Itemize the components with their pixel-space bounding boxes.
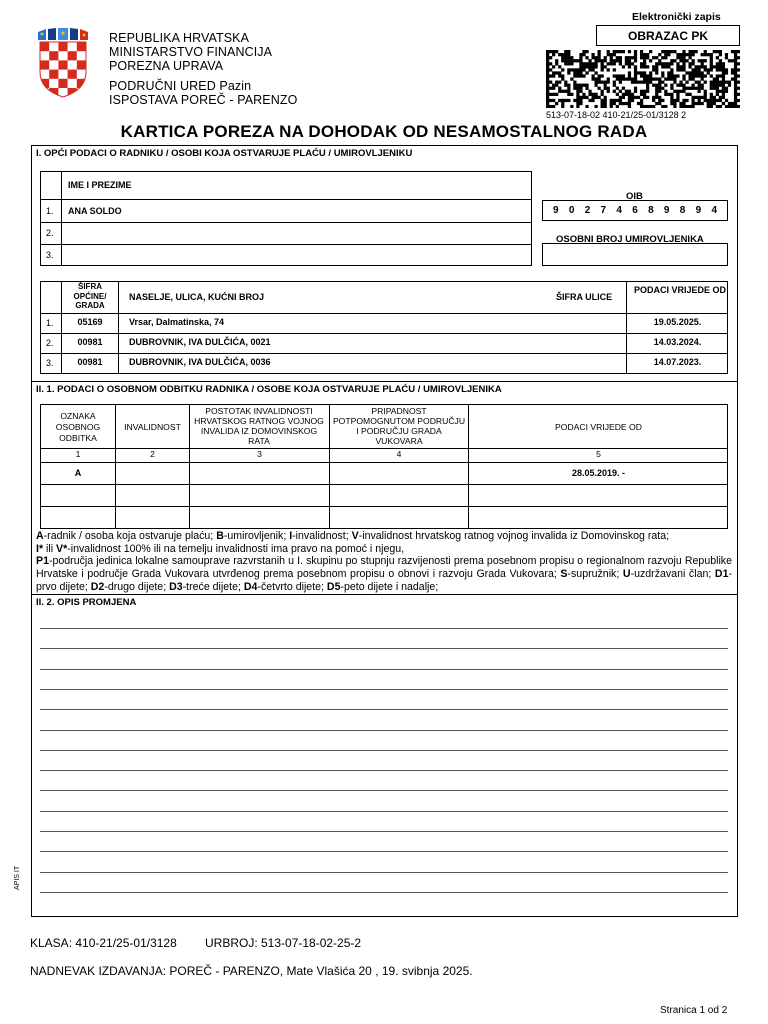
legend-code: I xyxy=(289,530,293,542)
legend-code: V* xyxy=(56,542,68,555)
header-line: POREZNA UPRAVA xyxy=(109,59,224,73)
deduction-valid-from: 28.05.2019. - xyxy=(571,468,626,478)
electronic-record-label: Elektronički zapis xyxy=(632,11,721,23)
page-title: KARTICA POREZA NA DOHODAK OD NESAMOSTALNOG RADA xyxy=(120,122,648,141)
oib-digit: 0 xyxy=(568,205,575,216)
legend-code: D2 xyxy=(90,580,105,593)
ruled-line xyxy=(40,811,728,812)
legend-text: -područja jedinica lokalne samouprave razvrstanih u I. skupinu po stupnju razvijenosti prema posebnom propisu o regionalnom razvoju Republike Hrvatske i područje Grada Vukovara utvrđenog prema posebnom propisu o obnovi i razvoju Grada Vukovara; xyxy=(36,555,732,581)
oib-digit: 4 xyxy=(711,205,717,216)
col-number: 2 xyxy=(150,449,155,459)
legend-code: B xyxy=(216,530,224,542)
row-number: 3. xyxy=(46,358,54,368)
name-header: IME I PREZIME xyxy=(68,180,132,190)
legend-text: -uzdržavani član; xyxy=(630,568,715,581)
form-code-box: OBRAZAC PK xyxy=(596,25,740,46)
oib-digit: 8 xyxy=(648,205,654,216)
col-number: 1 xyxy=(75,449,81,459)
ruled-line xyxy=(40,709,728,710)
legend-code: D1 xyxy=(714,568,729,581)
legend-text: -invalidnost 100% ili na temelju invalidnosti ima pravo na pomoć i njegu, xyxy=(67,542,405,555)
legend-text: -prvo dijete; xyxy=(36,568,732,593)
col-header: POSTOTAK INVALIDNOSTI HRVATSKOG RATNOG VOJNOG INVALIDA IZ DOMOVINSKOG RATA xyxy=(194,406,324,446)
authority-block xyxy=(109,31,297,107)
row-number: 2. xyxy=(46,338,54,348)
ruled-line xyxy=(40,770,728,771)
ruled-line xyxy=(40,628,728,629)
oib-label: OIB xyxy=(626,191,643,202)
col-number: 3 xyxy=(257,449,262,459)
legend-text: -umirovljenik; xyxy=(223,530,290,542)
legend-text: -radnik / osoba koja ostvaruje plaću; xyxy=(43,530,217,542)
legend-text: -treće dijete; xyxy=(182,580,244,593)
ruled-line xyxy=(40,851,728,852)
oib-digit: 9 xyxy=(695,205,702,216)
ruled-line xyxy=(40,750,728,751)
ruled-line xyxy=(40,790,728,791)
page-number: Stranica 1 od 2 xyxy=(660,1005,728,1016)
oib-digit: 7 xyxy=(600,205,607,216)
legend xyxy=(36,530,732,594)
legend-code: S xyxy=(560,568,568,581)
oib-digit: 4 xyxy=(616,205,622,216)
section-2-1-heading: II. 1. PODACI O OSOBNOM ODBITKU RADNIKA / OSOBE KOJA OSTVARUJE PLAĆU / UMIROVLJENIKA xyxy=(36,384,502,395)
ruled-line xyxy=(40,831,728,832)
col-header: PRIPADNOST POTPOMOGNUTOM PODRUČJU I PODRUČJU GRADA VUKOVARA xyxy=(332,406,466,446)
legend-text: -peto dijete i nadalje; xyxy=(340,580,439,593)
side-mark: APIS IT xyxy=(14,865,21,890)
municipality-code: 00981 xyxy=(77,337,103,347)
oib-digit: 8 xyxy=(679,205,686,216)
legend-code: V xyxy=(351,530,359,542)
barcode-number: 513-07-18-02 410-21/25-01/3128 2 xyxy=(546,110,687,120)
legend-code: D4 xyxy=(243,580,258,593)
legend-text: -drugo dijete; xyxy=(104,580,170,593)
legend-code: P1 xyxy=(36,555,49,568)
valid-from-date: 19.05.2025. xyxy=(653,317,702,327)
oib-digit: 6 xyxy=(632,205,638,216)
row-number: 3. xyxy=(46,250,54,260)
legend-text: -invalidnost; xyxy=(292,530,352,542)
oib-digit: 9 xyxy=(553,205,559,216)
legend-code: I* xyxy=(36,542,44,555)
legend-code: A xyxy=(36,530,44,542)
valid-from-date: 14.03.2024. xyxy=(653,337,702,347)
legend-text: -invalidnost hrvatskog ratnog vojnog invalida iz Domovinskog rata; xyxy=(358,530,670,542)
street-address: Vrsar, Dalmatinska, 74 xyxy=(129,317,225,327)
office-line: PODRUČNI URED Pazin xyxy=(109,79,252,93)
deduction-code: A xyxy=(74,468,82,478)
oib-box xyxy=(542,200,728,221)
municipality-code-header: ŠIFRA OPĆINE/ GRADA xyxy=(73,282,107,310)
barcode-icon xyxy=(546,50,740,108)
ruled-line xyxy=(40,872,728,873)
col-header: OZNAKA OSOBNOG ODBITKA xyxy=(55,410,101,443)
legend-text: ili xyxy=(43,542,57,555)
valid-from-header: PODACI VRIJEDE OD xyxy=(633,285,727,295)
legend-paragraph xyxy=(36,555,732,593)
legend-line xyxy=(36,530,732,543)
row-number: 2. xyxy=(46,228,54,238)
legend-code: D3 xyxy=(169,580,183,593)
legend-code: D5 xyxy=(326,580,341,593)
municipality-code: 00981 xyxy=(77,357,103,367)
office-line: ISPOSTAVA POREČ - PARENZO xyxy=(109,93,298,107)
col-number: 5 xyxy=(596,449,601,459)
ruled-line xyxy=(40,669,728,670)
issue-date: NADNEVAK IZDAVANJA: POREČ - PARENZO, Mate Vlašića 20 , 19. svibnja 2025. xyxy=(30,964,473,978)
pension-number-label: OSOBNI BROJ UMIROVLJENIKA xyxy=(556,234,704,245)
header-line: REPUBLIKA HRVATSKA xyxy=(109,31,250,45)
legend-text: -supružnik; xyxy=(567,568,623,581)
valid-from-date: 14.07.2023. xyxy=(653,357,702,367)
section-2-2-heading: II. 2. OPIS PROMJENA xyxy=(36,597,137,608)
street-code-header: ŠIFRA ULICE xyxy=(556,292,613,302)
street-address: DUBROVNIK, IVA DULČIĆA, 0021 xyxy=(129,337,271,347)
section-1-heading: I. OPĆI PODACI O RADNIKU / OSOBI KOJA OSTVARUJE PLAĆU / UMIROVLJENIKU xyxy=(36,148,413,159)
ruled-line xyxy=(40,689,728,690)
col-header: PODACI VRIJEDE OD xyxy=(555,422,642,432)
pension-number-box xyxy=(542,243,728,266)
header-line: MINISTARSTVO FINANCIJA xyxy=(109,45,273,59)
urbroj: URBROJ: 513-07-18-02-25-2 xyxy=(205,936,362,950)
row-number: 1. xyxy=(46,318,54,328)
oib-digit: 2 xyxy=(584,205,591,216)
ruled-line xyxy=(40,892,728,893)
row-number: 1. xyxy=(46,206,54,216)
name-value: ANA SOLDO xyxy=(68,206,122,216)
ruled-line xyxy=(40,730,728,731)
legend-line xyxy=(36,543,732,556)
klasa: KLASA: 410-21/25-01/3128 xyxy=(30,936,177,950)
coat-of-arms-icon xyxy=(36,28,90,98)
col-number: 4 xyxy=(396,449,402,459)
ruled-line xyxy=(40,648,728,649)
street-header: NASELJE, ULICA, KUĆNI BROJ xyxy=(129,292,265,302)
legend-text: -četvrto dijete; xyxy=(257,580,327,593)
legend-code: U xyxy=(622,568,631,581)
street-address: DUBROVNIK, IVA DULČIĆA, 0036 xyxy=(129,357,271,367)
municipality-code: 05169 xyxy=(77,317,103,327)
oib-digit: 9 xyxy=(663,205,670,216)
col-header: INVALIDNOST xyxy=(124,422,181,432)
